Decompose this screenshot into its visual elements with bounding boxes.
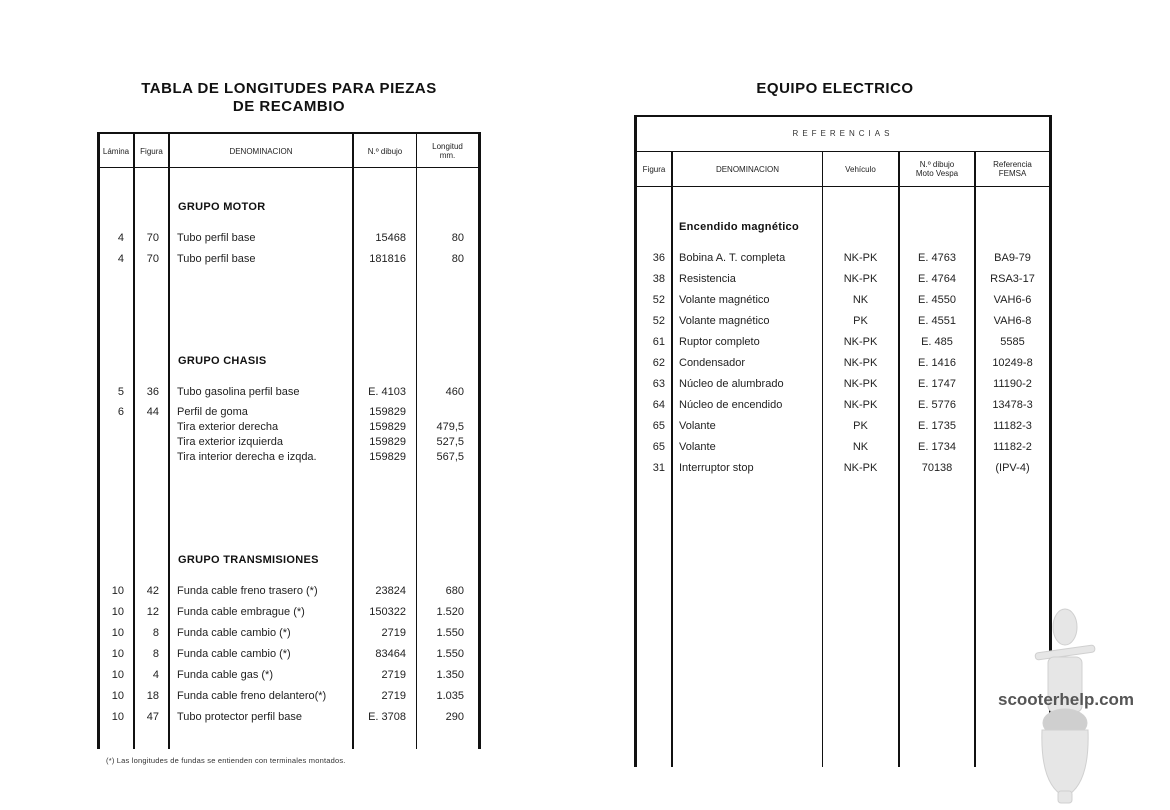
cell-denominacion: Interruptor stop	[679, 462, 754, 474]
cell-femsa: BA9-79	[994, 252, 1031, 264]
cell-longitud: 1.550	[436, 627, 464, 639]
group-title: GRUPO CHASIS	[178, 355, 267, 367]
cell-longitud: 1.520	[436, 606, 464, 618]
cell-longitud: 1.035	[436, 690, 464, 702]
cell-figura: 8	[152, 648, 159, 660]
cell-figura: 44	[146, 406, 159, 418]
cell-lamina: 10	[111, 690, 124, 702]
header-dibujo	[900, 160, 974, 178]
cell-denominacion: Tubo gasolina perfil base	[177, 386, 300, 398]
cell-figura: 64	[652, 399, 665, 411]
cell-denominacion: Funda cable freno delantero(*)	[177, 690, 327, 702]
cell-denominacion: Bobina A. T. completa	[679, 252, 786, 264]
cell-femsa: 10249-8	[992, 357, 1033, 369]
cell-figura: 18	[146, 690, 159, 702]
cell-figura: 12	[146, 606, 159, 618]
cell-denominacion: Resistencia	[679, 273, 736, 285]
cell-longitud: 80	[451, 253, 464, 265]
cell-femsa: 13478-3	[992, 399, 1033, 411]
cell-dibujo: E. 4551	[918, 315, 956, 327]
cell-dibujo: 150322	[369, 606, 406, 618]
header-bottom-border	[634, 186, 1052, 187]
column-divider	[974, 152, 976, 767]
left-page-title-line1: TABLA DE LONGITUDES PARA PIEZAS	[141, 80, 437, 97]
cell-denominacion: Volante	[679, 441, 716, 453]
cell-figura: 38	[652, 273, 665, 285]
header-dibujo-line2: Moto Vespa	[915, 169, 959, 178]
cell-denominacion: Ruptor completo	[679, 336, 760, 348]
header-longitud-line2: mm.	[439, 151, 456, 160]
cell-dibujo: E. 4763	[918, 252, 956, 264]
cell-figura: 70	[146, 253, 159, 265]
cell-dibujo: E. 1734	[918, 441, 956, 453]
cell-longitud: 567,5	[436, 451, 464, 463]
cell-denominacion: Condensador	[679, 357, 746, 369]
cell-lamina: 10	[111, 627, 124, 639]
cell-vehiculo: NK-PK	[843, 399, 878, 411]
right-page-title: EQUIPO ELECTRICO	[756, 80, 914, 97]
cell-denominacion: Volante magnético	[679, 315, 770, 327]
cell-denominacion: Funda cable embrague (*)	[177, 606, 305, 618]
cell-figura: 42	[146, 585, 159, 597]
cell-femsa: VAH6-6	[993, 294, 1032, 306]
cell-denominacion: Tira exterior derecha	[177, 421, 279, 433]
group-title: Encendido magnético	[679, 221, 799, 233]
cell-lamina: 10	[111, 648, 124, 660]
cell-denominacion: Tubo perfil base	[177, 253, 256, 265]
cell-figura: 31	[652, 462, 665, 474]
cell-dibujo: 159829	[369, 421, 406, 433]
cell-figura: 36	[146, 386, 159, 398]
cell-femsa: 11182-2	[993, 441, 1032, 453]
referencias-heading: REFERENCIAS	[792, 129, 894, 138]
header-femsa-line1: Referencia	[993, 160, 1032, 169]
cell-longitud: 479,5	[436, 421, 464, 433]
cell-femsa: 11182-3	[993, 420, 1032, 432]
cell-denominacion: Tira exterior izquierda	[177, 436, 283, 448]
cell-lamina: 4	[117, 232, 124, 244]
header-bottom-border	[97, 167, 481, 168]
cell-longitud: 527,5	[436, 436, 464, 448]
cell-denominacion: Funda cable cambio (*)	[177, 627, 291, 639]
cell-dibujo: 181816	[369, 253, 406, 265]
column-divider	[671, 152, 673, 767]
header-longitud	[417, 142, 478, 160]
cell-vehiculo: NK-PK	[843, 336, 878, 348]
cell-femsa: 11190-2	[993, 378, 1032, 390]
cell-longitud: 290	[445, 711, 464, 723]
cell-figura: 52	[652, 315, 665, 327]
cell-figura: 62	[652, 357, 665, 369]
column-divider	[898, 152, 900, 767]
cell-figura: 47	[146, 711, 159, 723]
cell-dibujo: E. 485	[921, 336, 953, 348]
cell-dibujo: 2719	[381, 669, 406, 681]
cell-figura: 52	[652, 294, 665, 306]
cell-longitud: 80	[451, 232, 464, 244]
cell-figura: 65	[652, 441, 665, 453]
header-denominacion: DENOMINACION	[229, 147, 293, 156]
cell-longitud: 680	[445, 585, 464, 597]
cell-denominacion: Núcleo de encendido	[679, 399, 783, 411]
cell-dibujo: 159829	[369, 451, 406, 463]
referencias-divider	[634, 151, 1052, 152]
cell-dibujo: E. 4550	[918, 294, 956, 306]
cell-vehiculo: NK-PK	[843, 378, 878, 390]
cell-denominacion: Tubo protector perfil base	[177, 711, 302, 723]
column-divider	[822, 152, 823, 767]
cell-vehiculo: NK-PK	[843, 357, 878, 369]
cell-dibujo: 2719	[381, 627, 406, 639]
cell-lamina: 10	[111, 669, 124, 681]
table-right-border	[478, 132, 481, 749]
cell-denominacion: Perfil de goma	[177, 406, 248, 418]
header-vehiculo: Vehículo	[845, 165, 876, 174]
cell-dibujo: E. 4103	[368, 386, 406, 398]
cell-dibujo: 2719	[381, 690, 406, 702]
header-longitud-line1: Longitud	[432, 142, 463, 151]
cell-dibujo: 15468	[375, 232, 406, 244]
cell-figura: 65	[652, 420, 665, 432]
header-lamina: Lámina	[102, 147, 130, 156]
header-dibujo-line1: N.º dibujo	[919, 160, 955, 169]
cell-femsa: (IPV-4)	[995, 462, 1030, 474]
cell-figura: 8	[152, 627, 159, 639]
cell-figura: 36	[652, 252, 665, 264]
cell-lamina: 10	[111, 606, 124, 618]
cell-lamina: 6	[117, 406, 124, 418]
cell-dibujo: E. 4764	[918, 273, 956, 285]
cell-figura: 4	[152, 669, 159, 681]
cell-longitud: 460	[445, 386, 464, 398]
group-title: GRUPO MOTOR	[178, 201, 266, 213]
cell-longitud: 1.550	[436, 648, 464, 660]
cell-dibujo: E. 1747	[918, 378, 956, 390]
cell-lamina: 10	[111, 711, 124, 723]
cell-lamina: 4	[117, 253, 124, 265]
cell-vehiculo: NK-PK	[843, 252, 878, 264]
cell-dibujo: 23824	[375, 585, 406, 597]
cell-dibujo: E. 3708	[368, 711, 406, 723]
footnote: (*) Las longitudes de fundas se entienden con terminales montados.	[106, 756, 346, 765]
header-femsa-line2: FEMSA	[998, 169, 1027, 178]
cell-longitud: 1.350	[436, 669, 464, 681]
cell-femsa: 5585	[1000, 336, 1025, 348]
cell-denominacion: Volante	[679, 420, 716, 432]
cell-denominacion: Volante magnético	[679, 294, 770, 306]
cell-femsa: VAH6-8	[993, 315, 1032, 327]
watermark-text: scooterhelp.com	[998, 690, 1135, 709]
cell-denominacion: Tubo perfil base	[177, 232, 256, 244]
cell-denominacion: Tira interior derecha e izqda.	[177, 451, 317, 463]
cell-vehiculo: NK	[852, 441, 869, 453]
cell-vehiculo: PK	[853, 420, 868, 432]
cell-dibujo: E. 5776	[918, 399, 956, 411]
cell-denominacion: Funda cable gas (*)	[177, 669, 273, 681]
cell-dibujo: 159829	[369, 436, 406, 448]
cell-lamina: 10	[111, 585, 124, 597]
cell-dibujo: 159829	[369, 406, 406, 418]
cell-figura: 63	[652, 378, 665, 390]
column-divider	[168, 132, 170, 749]
cell-vehiculo: PK	[853, 315, 868, 327]
header-dibujo: N.º dibujo	[367, 147, 403, 156]
cell-vehiculo: NK	[852, 294, 869, 306]
cell-figura: 61	[652, 336, 665, 348]
group-title: GRUPO TRANSMISIONES	[178, 554, 319, 566]
cell-vehiculo: NK-PK	[843, 462, 878, 474]
cell-figura: 70	[146, 232, 159, 244]
header-figura: Figura	[140, 147, 163, 156]
cell-denominacion: Funda cable cambio (*)	[177, 648, 291, 660]
header-figura: Figura	[642, 165, 666, 174]
cell-dibujo: E. 1416	[918, 357, 956, 369]
cell-dibujo: E. 1735	[918, 420, 956, 432]
cell-femsa: RSA3-17	[990, 273, 1035, 285]
cell-denominacion: Núcleo de alumbrado	[679, 378, 784, 390]
left-page-title-line2: DE RECAMBIO	[232, 98, 346, 115]
cell-denominacion: Funda cable freno trasero (*)	[177, 585, 318, 597]
cell-vehiculo: NK-PK	[843, 273, 878, 285]
cell-dibujo: 83464	[375, 648, 406, 660]
table-top-border	[634, 115, 1052, 117]
table-top-border	[97, 132, 481, 134]
header-femsa	[976, 160, 1049, 178]
header-denominacion: DENOMINACION	[715, 165, 780, 174]
cell-lamina: 5	[117, 386, 124, 398]
cell-dibujo: 70138	[921, 462, 953, 474]
